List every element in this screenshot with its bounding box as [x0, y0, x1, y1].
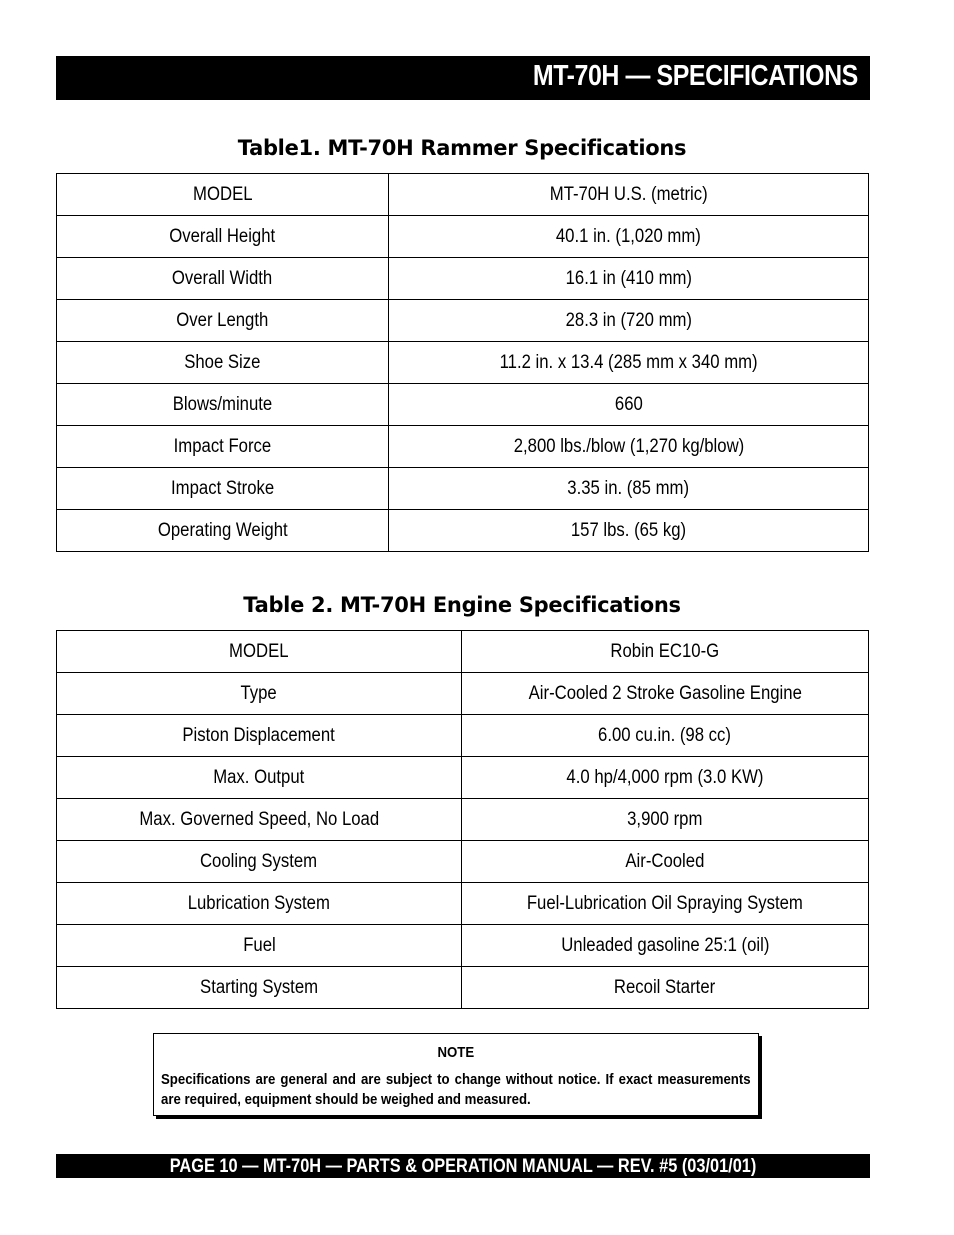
table-row	[57, 757, 869, 799]
spec-label: Starting System	[57, 967, 462, 1009]
spec-value: 4.0 hp/4,000 rpm (3.0 KW)	[462, 757, 869, 799]
spec-label: Overall Height	[57, 216, 389, 258]
spec-value: Unleaded gasoline 25:1 (oil)	[462, 925, 869, 967]
spec-label: Impact Stroke	[57, 468, 389, 510]
note-box	[153, 1033, 759, 1116]
spec-label: MODEL	[57, 174, 389, 216]
spec-value: Fuel-Lubrication Oil Spraying System	[462, 883, 869, 925]
spec-value: Air-Cooled 2 Stroke Gasoline Engine	[462, 673, 869, 715]
spec-label: Blows/minute	[57, 384, 389, 426]
page-title: MT-70H — SPECIFICATIONS	[533, 60, 858, 92]
spec-value: Robin EC10-G	[462, 631, 869, 673]
table-row	[57, 258, 869, 300]
table-row	[57, 216, 869, 258]
spec-label: Shoe Size	[57, 342, 389, 384]
spec-value: MT-70H U.S. (metric)	[389, 174, 869, 216]
spec-label: Impact Force	[57, 426, 389, 468]
note-title: NOTE	[437, 1044, 475, 1061]
table-row	[57, 799, 869, 841]
table-row	[57, 384, 869, 426]
table-row	[57, 631, 869, 673]
spec-label: Max. Governed Speed, No Load	[57, 799, 462, 841]
spec-label: Operating Weight	[57, 510, 389, 552]
table-row	[57, 174, 869, 216]
spec-value: 6.00 cu.in. (98 cc)	[462, 715, 869, 757]
spec-value: 16.1 in (410 mm)	[389, 258, 869, 300]
page-header	[56, 56, 870, 100]
table-row	[57, 468, 869, 510]
spec-value: 11.2 in. x 13.4 (285 mm x 340 mm)	[389, 342, 869, 384]
engine-spec-table	[56, 630, 869, 1009]
table-row	[57, 841, 869, 883]
footer-text: PAGE 10 — MT-70H — PARTS & OPERATION MANUAL — REV. #5 (03/01/01)	[169, 1156, 757, 1177]
table-row	[57, 673, 869, 715]
page-footer	[56, 1154, 870, 1178]
table1-caption: Table1. MT-70H Rammer Specifications	[237, 136, 687, 160]
spec-label: MODEL	[57, 631, 462, 673]
spec-label: Over Length	[57, 300, 389, 342]
spec-label: Piston Displacement	[57, 715, 462, 757]
spec-label: Lubrication System	[57, 883, 462, 925]
spec-label: Fuel	[57, 925, 462, 967]
spec-value: 3.35 in. (85 mm)	[389, 468, 869, 510]
table-row	[57, 967, 869, 1009]
table-row	[57, 510, 869, 552]
table-row	[57, 715, 869, 757]
spec-label: Cooling System	[57, 841, 462, 883]
note-text: Specifications are general and are subject to change without notice. If exact measurements are required, equipment should be weighed and measured.	[161, 1071, 751, 1108]
rammer-spec-table	[56, 173, 869, 552]
table-row	[57, 883, 869, 925]
spec-value: 3,900 rpm	[462, 799, 869, 841]
spec-value: 660	[389, 384, 869, 426]
spec-label: Max. Output	[57, 757, 462, 799]
spec-label: Overall Width	[57, 258, 389, 300]
table-row	[57, 426, 869, 468]
table-row	[57, 925, 869, 967]
spec-label: Type	[57, 673, 462, 715]
spec-value: Recoil Starter	[462, 967, 869, 1009]
table2-caption: Table 2. MT-70H Engine Specifications	[243, 593, 681, 617]
spec-value: 40.1 in. (1,020 mm)	[389, 216, 869, 258]
table-row	[57, 342, 869, 384]
spec-value: Air-Cooled	[462, 841, 869, 883]
spec-value: 157 lbs. (65 kg)	[389, 510, 869, 552]
spec-value: 2,800 lbs./blow (1,270 kg/blow)	[389, 426, 869, 468]
spec-value: 28.3 in (720 mm)	[389, 300, 869, 342]
table-row	[57, 300, 869, 342]
